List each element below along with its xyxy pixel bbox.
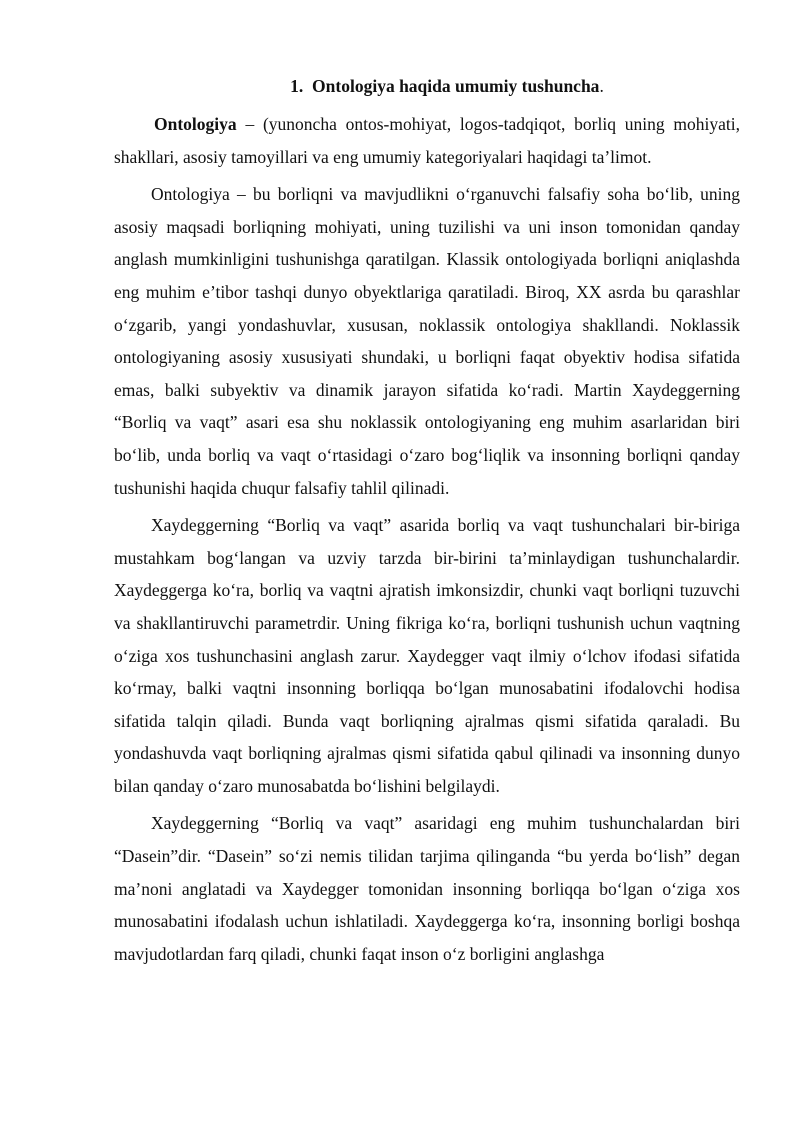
section-heading <box>114 70 740 102</box>
section-number: 1. <box>290 76 304 96</box>
section-title-period: . <box>599 76 604 96</box>
definition-paragraph <box>114 108 740 173</box>
document-body <box>114 70 740 970</box>
body-paragraph-2: Xaydeggerning “Borliq va vaqt” asarida borliq va vaqt tushunchalari bir-biriga mustahkam bog‘langan va uzviy tarzda bir-birini ta’minlaydigan tushunchalardir. Xaydeggerga ko‘ra, borliq va vaqtni ajratish imkonsizdir, chunki vaqt borliqni tuzuvchi va shakllantiruvchi parametrdir. Uning fikriga ko‘ra, borliqni tushunish uchun vaqtning o‘ziga xos tushunchasini anglash zarur. Xaydegger vaqt ilmiy o‘lchov ifodasi sifatida ko‘rmay, balki vaqtni insonning borliqqa bo‘lgan munosabatini ifodalovchi hodisa sifatida talqin qiladi. Bunda vaqt borliqning ajralmas qismi sifatida qaraladi. Bu yondashuvda vaqt borliqning ajralmas qismi sifatida qabul qilinadi va insonning dunyo bilan qanday o‘zaro munosabatda bo‘lishini belgilaydi. <box>114 515 740 796</box>
definition-term: Ontologiya <box>154 114 237 134</box>
definition-text: – (yunoncha ontos-mohiyat, logos-tadqiqot, borliq uning mohiyati, shakllari, asosiy tamoyillari va eng umumiy kategoriyalari haqidagi ta’limot. <box>114 114 740 167</box>
section-title: Ontologiya haqida umumiy tushuncha <box>312 76 600 96</box>
body-paragraph-3: Xaydeggerning “Borliq va vaqt” asaridagi eng muhim tushunchalardan biri “Dasein”dir. “Dasein” so‘zi nemis tilidan tarjima qilinganda “bu yerda bo‘lish” degan ma’noni anglatadi va Xaydegger tomonidan insonning borliqqa bo‘lgan o‘ziga xos munosabatini ifodalash uchun ishlatiladi. Xaydeggerga ko‘ra, insonning borligi boshqa mavjudotlardan farq qiladi, chunki faqat inson o‘z borligini anglashga <box>114 813 740 964</box>
body-paragraph-1: Ontologiya – bu borliqni va mavjudlikni o‘rganuvchi falsafiy soha bo‘lib, uning asosiy maqsadi borliqning mohiyati, uning tuzilishi va uni inson tomonidan qanday anglash mumkinligini tushunishga qaratilgan. Klassik ontologiyada borliqni aniqlashda eng muhim e’tibor tashqi dunyo obyektlariga qaratiladi. Biroq, XX asrda bu qarashlar o‘zgarib, yangi yondashuvlar, xususan, noklassik ontologiya shakllandi. Noklassik ontologiyaning asosiy xususiyati shundaki, u borliqni faqat obyektiv hodisa sifatida emas, balki subyektiv va dinamik jarayon sifatida ko‘radi. Martin Xaydeggerning “Borliq va vaqt” asari esa shu noklassik ontologiyaning eng muhim asarlaridan biri bo‘lib, unda borliq va vaqt o‘rtasidagi o‘zaro bog‘liqlik va insonning borliqni qanday tushunishi haqida chuqur falsafiy tahlil qilinadi. <box>114 184 740 498</box>
